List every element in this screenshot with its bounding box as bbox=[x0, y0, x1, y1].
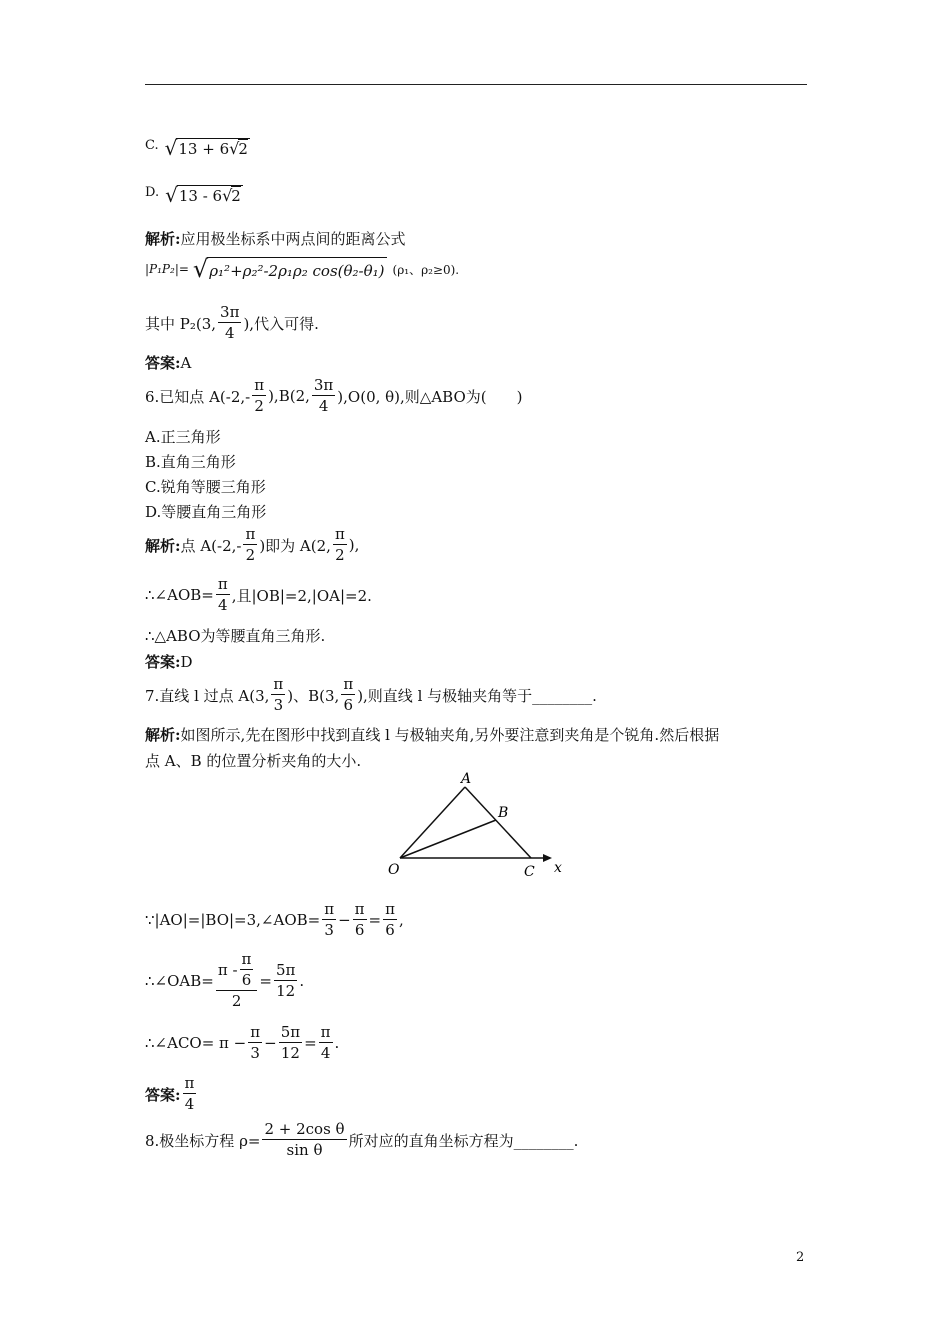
answer-label: 答案: bbox=[145, 354, 181, 372]
text: 所对应的直角坐标方程为________. bbox=[348, 1131, 579, 1150]
fraction bbox=[353, 902, 367, 938]
text: 其中 P₂(3, bbox=[145, 314, 217, 333]
denominator: 3 bbox=[250, 1044, 260, 1062]
label-c: C bbox=[524, 864, 535, 880]
fraction bbox=[333, 527, 347, 563]
q7-analysis-line5 bbox=[145, 1025, 339, 1061]
triangle-figure bbox=[385, 770, 570, 882]
q5-analysis-line2 bbox=[145, 305, 319, 341]
fraction bbox=[322, 902, 336, 938]
q7-answer bbox=[145, 1076, 198, 1112]
analysis-label: 解析: bbox=[145, 230, 181, 248]
answer-value: D bbox=[180, 652, 193, 671]
text: ), bbox=[348, 536, 360, 554]
numerator: π bbox=[343, 675, 354, 693]
label-x: x bbox=[554, 860, 562, 876]
numerator: 3π bbox=[313, 376, 334, 394]
option-c bbox=[145, 138, 250, 158]
text: ∴∠AOB= bbox=[145, 586, 214, 604]
text: 8.极坐标方程 ρ= bbox=[145, 1131, 261, 1150]
denominator: 6 bbox=[385, 921, 395, 939]
numerator: π bbox=[245, 525, 256, 543]
text: 6.已知点 A(-2,- bbox=[145, 387, 251, 406]
denominator: 12 bbox=[280, 1044, 300, 1062]
compound-fraction bbox=[216, 952, 258, 1009]
text: , bbox=[398, 911, 404, 929]
denominator: 6 bbox=[343, 696, 354, 714]
numerator: π bbox=[320, 1023, 331, 1041]
denominator: 3 bbox=[324, 921, 334, 939]
denominator: 2 bbox=[254, 397, 264, 415]
operator: = bbox=[368, 911, 382, 929]
numerator: 2 + 2cos θ bbox=[264, 1120, 345, 1138]
label-b: B bbox=[498, 805, 509, 821]
text: ∴∠OAB= bbox=[145, 971, 214, 990]
numerator: π bbox=[250, 1023, 261, 1041]
q7-analysis-line4 bbox=[145, 952, 304, 1009]
label-a: A bbox=[461, 771, 472, 787]
denominator: 6 bbox=[354, 921, 365, 939]
fraction bbox=[218, 305, 241, 341]
q5-answer bbox=[145, 352, 191, 373]
fraction bbox=[240, 952, 254, 988]
operator: − bbox=[264, 1034, 277, 1052]
q6-analysis-line2 bbox=[145, 577, 372, 613]
text: ,且|OB|=2,|OA|=2. bbox=[231, 586, 372, 605]
numerator: 5π bbox=[280, 1023, 301, 1041]
denominator: 4 bbox=[320, 1044, 331, 1062]
fraction bbox=[243, 527, 257, 563]
q7-analysis-line1 bbox=[145, 724, 719, 745]
numerator: π bbox=[217, 575, 228, 593]
formula-body: ρ₁²+ρ₂²-2ρ₁ρ₂ cos(θ₂-θ₁) bbox=[207, 257, 386, 281]
denominator: sin θ bbox=[286, 1141, 323, 1159]
denominator: 2 bbox=[231, 992, 242, 1010]
text: ∴∠ACO= π − bbox=[145, 1034, 247, 1052]
q7-stem bbox=[145, 677, 597, 713]
operator: = bbox=[259, 971, 272, 990]
inner-radicand: 2 bbox=[231, 187, 241, 205]
axis-arrow-icon bbox=[543, 854, 552, 862]
fraction bbox=[183, 1076, 197, 1112]
denominator: 2 bbox=[335, 546, 345, 564]
q6-option-b: B.直角三角形 bbox=[145, 453, 236, 471]
page-number: 2 bbox=[796, 1250, 805, 1265]
text: 如图所示,先在图形中找到直线 l 与极轴夹角,另外要注意到夹角是个锐角.然后根据 bbox=[180, 726, 720, 744]
option-label: D. bbox=[145, 185, 160, 200]
numerator: 3π bbox=[220, 303, 240, 321]
fraction bbox=[248, 1025, 262, 1061]
fraction bbox=[383, 902, 397, 938]
fraction bbox=[252, 378, 266, 414]
q6-analysis-line1 bbox=[145, 527, 359, 563]
text: ∵|AO|=|BO|=3,∠AOB= bbox=[145, 911, 321, 929]
text: )即为 A(2, bbox=[259, 536, 331, 555]
fraction bbox=[216, 577, 230, 613]
sqrt-expression: √ 13 + 6√2 bbox=[164, 136, 248, 160]
denominator: 4 bbox=[184, 1095, 195, 1113]
q6-option-a: A.正三角形 bbox=[145, 428, 221, 446]
radicand: 13 + 6 bbox=[178, 140, 230, 158]
header-rule bbox=[145, 84, 807, 85]
answer-label: 答案: bbox=[145, 653, 181, 671]
q6-analysis-line3: ∴△ABO为等腰直角三角形. bbox=[145, 627, 326, 645]
analysis-label: 解析: bbox=[145, 536, 181, 555]
formula-condition: (ρ₁、ρ₂≥0). bbox=[392, 262, 460, 277]
answer-label: 答案: bbox=[145, 1085, 181, 1104]
analysis-text: 应用极坐标系中两点间的距离公式 bbox=[180, 230, 406, 248]
text: )、B(3, bbox=[287, 686, 340, 705]
inner-radicand: 2 bbox=[238, 140, 248, 158]
numerator: π bbox=[273, 675, 284, 693]
text: 7.直线 l 过点 A(3, bbox=[145, 686, 270, 705]
text: ),则直线 l 与极轴夹角等于________. bbox=[357, 686, 597, 705]
fraction bbox=[319, 1025, 333, 1061]
q8-stem bbox=[145, 1122, 578, 1158]
numerator: 5π bbox=[275, 960, 296, 979]
operator: − bbox=[338, 911, 351, 929]
numerator bbox=[216, 952, 258, 991]
text: ),代入可得. bbox=[243, 314, 319, 333]
numerator: π bbox=[354, 900, 365, 918]
numerator: π bbox=[385, 900, 395, 918]
q6-option-d: D.等腰直角三角形 bbox=[145, 503, 267, 521]
text: . bbox=[334, 1034, 340, 1052]
text: ),O(0, θ),则△ABO为( ) bbox=[337, 387, 523, 406]
text: ),B(2, bbox=[268, 387, 310, 405]
formula-lhs: |P₁P₂|= bbox=[145, 262, 189, 276]
segment-ob bbox=[400, 820, 496, 858]
denominator: 4 bbox=[218, 596, 228, 614]
denominator: 2 bbox=[245, 546, 256, 564]
sqrt-expression: √ 13 - 6√2 bbox=[165, 183, 241, 207]
numerator: π bbox=[324, 900, 335, 918]
fraction bbox=[271, 677, 285, 713]
segment-ac bbox=[465, 787, 531, 858]
text: . bbox=[299, 971, 305, 990]
distance-formula: √ ρ₁²+ρ₂²-2ρ₁ρ₂ cos(θ₂-θ₁) bbox=[192, 255, 385, 283]
q5-analysis-line1 bbox=[145, 228, 406, 249]
q7-analysis-line3 bbox=[145, 902, 404, 938]
q7-analysis-line2: 点 A、B 的位置分析夹角的大小. bbox=[145, 752, 362, 770]
denominator: 3 bbox=[273, 696, 284, 714]
option-d bbox=[145, 185, 243, 205]
label-o: O bbox=[388, 862, 400, 878]
numerator: π bbox=[334, 525, 345, 543]
q6-option-c: C.锐角等腰三角形 bbox=[145, 478, 266, 496]
radicand: 13 - 6 bbox=[178, 187, 223, 205]
numerator: π bbox=[184, 1074, 195, 1092]
fraction bbox=[262, 1122, 346, 1158]
denominator: 4 bbox=[224, 324, 235, 342]
q6-answer bbox=[145, 651, 193, 672]
text: 点 A(-2,- bbox=[180, 536, 242, 555]
fraction bbox=[274, 960, 297, 1000]
fraction bbox=[279, 1025, 302, 1061]
denominator: 4 bbox=[318, 397, 329, 415]
operator: = bbox=[304, 1034, 317, 1052]
numerator-text: π - bbox=[217, 960, 238, 979]
denominator: 12 bbox=[276, 981, 296, 1000]
q5-formula bbox=[145, 257, 459, 281]
fraction bbox=[312, 378, 335, 414]
segment-oa bbox=[400, 787, 465, 858]
q6-stem bbox=[145, 378, 522, 414]
numerator: π bbox=[241, 950, 252, 968]
option-label: C. bbox=[145, 138, 159, 153]
numerator: π bbox=[254, 376, 265, 394]
fraction bbox=[341, 677, 355, 713]
answer-value: A bbox=[180, 353, 192, 372]
analysis-label: 解析: bbox=[145, 726, 181, 744]
denominator: 6 bbox=[241, 971, 252, 989]
